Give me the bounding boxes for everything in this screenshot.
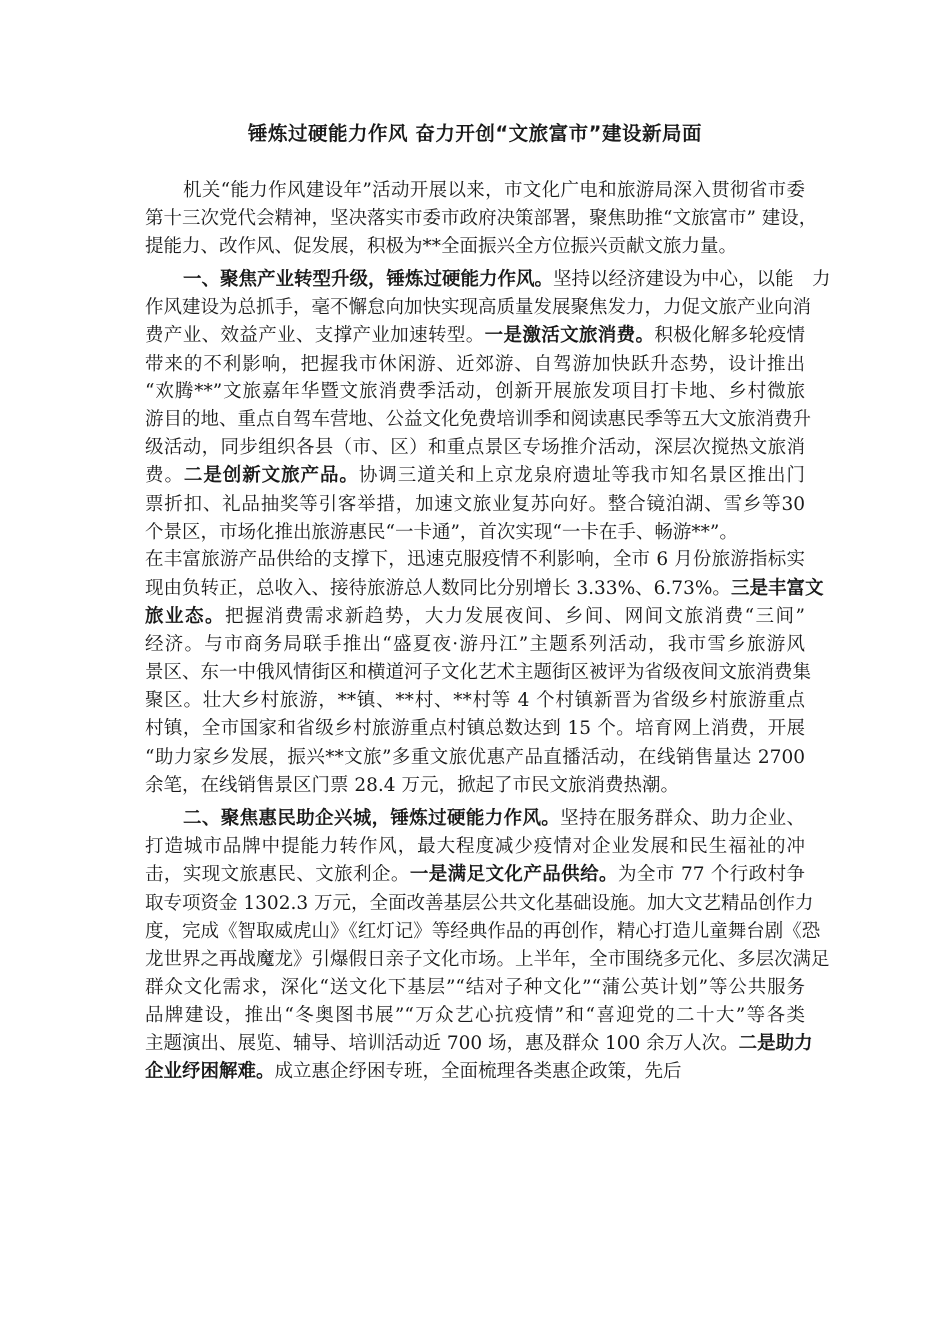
text-line: [145, 604, 805, 630]
text-segment: 取专项资金 1302.3 万元，全面改善基层公共文化基础设施。加大文艺精品创作力: [145, 893, 814, 914]
text-segment: “助力家乡发展，振兴**文旅”多重文旅优惠产品直播活动，在线销售量达 2700: [145, 747, 805, 768]
text-segment: 在丰富旅游产品供给的支撑下，迅速克服疫情不利影响，全市 6 月份旅游指标实: [145, 549, 805, 570]
text-segment: 成立惠企纾困专班，全面梳理各类惠企政策，先后: [274, 1061, 682, 1082]
text-line: [145, 632, 805, 658]
text-line: [145, 352, 805, 378]
text-line: [145, 234, 805, 260]
text-line: [145, 1003, 805, 1029]
text-segment: 现由负转正，总收入、接待旅游总人数同比分别增长 3.33%、6.73%。: [145, 578, 731, 599]
text-segment: 票折扣、礼品抽奖等引客举措，加速文旅业复苏向好。整合镜泊湖、雪乡等30: [145, 494, 805, 515]
text-segment: 机关“能力作风建设年”活动开展以来，市文化广电和旅游局深入贯彻省市委: [183, 180, 805, 201]
text-line: [145, 295, 812, 321]
text-segment: 村镇，全市国家和省级乡村旅游重点村镇总数达到 15 个。培育网上消费，开展: [145, 718, 805, 739]
text-segment: 带来的不利影响，把握我市休闲游、近郊游、自驾游加快跃升态势，设计推出: [145, 354, 805, 375]
text-segment: 坚持在服务群众、助力企业、: [560, 808, 805, 829]
text-segment: “欢腾**”文旅嘉年华暨文旅消费季活动，创新开展旅发项目打卡地、乡村微旅: [145, 381, 805, 402]
text-segment: 坚持以经济建设为中心，以能 力: [553, 269, 831, 290]
text-segment: 把握消费需求新趋势，大力发展夜间、乡间、网间文旅消费“三间”: [224, 606, 805, 627]
text-line: [145, 1031, 813, 1057]
text-line: [145, 492, 805, 518]
bold-heading-segment: 二、聚焦惠民助企兴城，锤炼过硬能力作风。: [183, 808, 561, 829]
text-line: [145, 773, 805, 799]
text-segment: 提能力、改作风、促发展，积极为**全面振兴全方位振兴贡献文旅力量。: [145, 236, 738, 257]
text-segment: 费。: [145, 465, 184, 486]
text-line: [145, 862, 805, 888]
text-line: [145, 576, 824, 602]
text-line: [145, 206, 818, 232]
text-segment: 经济。与市商务局联手推出“盛夏夜·游丹江”主题系列活动，我市雪乡旅游风: [145, 634, 805, 655]
text-line: [145, 323, 805, 349]
text-segment: 积极化解多轮疫情: [654, 325, 805, 346]
bold-heading-segment: 三是丰富文: [730, 578, 824, 599]
text-line: [145, 919, 821, 945]
text-segment: 龙世界之再战魔龙》引爆假日亲子文化市场。上半年，全市围绕多元化、多层次满足: [145, 949, 830, 970]
text-line: [145, 660, 812, 686]
text-segment: 第十三次党代会精神，坚决落实市委市政府决策部署，聚焦助推“文旅富市” 建设，: [145, 208, 818, 229]
text-line: [183, 806, 805, 832]
bold-heading-segment: 一、聚焦产业转型升级，锤炼过硬能力作风。: [183, 269, 554, 290]
text-segment: 群众文化需求，深化“送文化下基层”“结对子种文化”“蒲公英计划”等公共服务: [145, 977, 805, 998]
text-line: [145, 975, 805, 1001]
text-line: [145, 379, 805, 405]
text-segment: 打造城市品牌中提能力转作风，最大程度减少疫情对企业发展和民生福祉的冲: [145, 836, 805, 857]
text-segment: 聚区。壮大乡村旅游，**镇、**村、**村等 4 个村镇新晋为省级乡村旅游重点: [145, 690, 805, 711]
bold-heading-segment: 企业纾困解难。: [145, 1061, 275, 1082]
text-line: [145, 547, 805, 573]
text-segment: 费产业、效益产业、支撑产业加速转型。: [145, 325, 485, 346]
text-segment: 余笔，在线销售景区门票 28.4 万元，掀起了市民文旅消费热潮。: [145, 775, 679, 796]
bold-heading-segment: 二是创新文旅产品。: [183, 465, 359, 486]
text-segment: 主题演出、展览、辅导、培训活动近 700 场，惠及群众 100 余万人次。: [145, 1033, 739, 1054]
text-segment: 游目的地、重点自驾车营地、公益文化免费培训季和阅读惠民季等五大文旅消费升: [145, 409, 812, 430]
text-line: [145, 947, 830, 973]
bold-heading-segment: 一是激活文旅消费。: [484, 325, 655, 346]
text-segment: 品牌建设，推出“冬奥图书展”“万众艺心抗疫情”和“喜迎党的二十大”等各类: [145, 1005, 805, 1026]
bold-heading-segment: 二是助力: [738, 1033, 813, 1054]
text-line: [183, 267, 831, 293]
text-line: [145, 834, 805, 860]
text-line: [145, 1059, 805, 1085]
text-line: [145, 716, 805, 742]
text-segment: 度，完成《智取威虎山》《红灯记》等经典作品的再创作，精心打造儿童舞台剧《恐: [145, 921, 821, 942]
bold-heading-segment: 一是满足文化产品供给。: [409, 864, 618, 885]
document-title: 锤炼过硬能力作风 奋力开创“文旅富市”建设新局面: [248, 122, 702, 145]
text-segment: 击，实现文旅惠民、文旅利企。: [145, 864, 410, 885]
text-segment: 个景区，市场化推出旅游惠民“一卡通”，首次实现“一卡在手、畅游**”。: [145, 522, 738, 543]
text-segment: 为全市 77 个行政村争: [617, 864, 805, 885]
text-segment: 级活动，同步组织各县（市、区）和重点景区专场推介活动，深层次搅热文旅消: [145, 437, 805, 458]
text-line: [145, 463, 805, 489]
bold-heading-segment: 旅业态。: [145, 606, 225, 627]
text-line: [145, 745, 805, 771]
text-line: [145, 891, 814, 917]
text-line: [183, 178, 805, 204]
text-line: [145, 520, 805, 546]
text-segment: 景区、东一中俄风情街区和横道河子文化艺术主题街区被评为省级夜间文旅消费集: [145, 662, 812, 683]
text-segment: 作风建设为总抓手，毫不懈怠向加快实现高质量发展聚焦发力，力促文旅产业向消: [145, 297, 812, 318]
text-line: [145, 688, 805, 714]
text-line: [145, 407, 812, 433]
text-segment: 协调三道关和上京龙泉府遗址等我市知名景区推出门: [358, 465, 805, 486]
text-line: [145, 435, 805, 461]
